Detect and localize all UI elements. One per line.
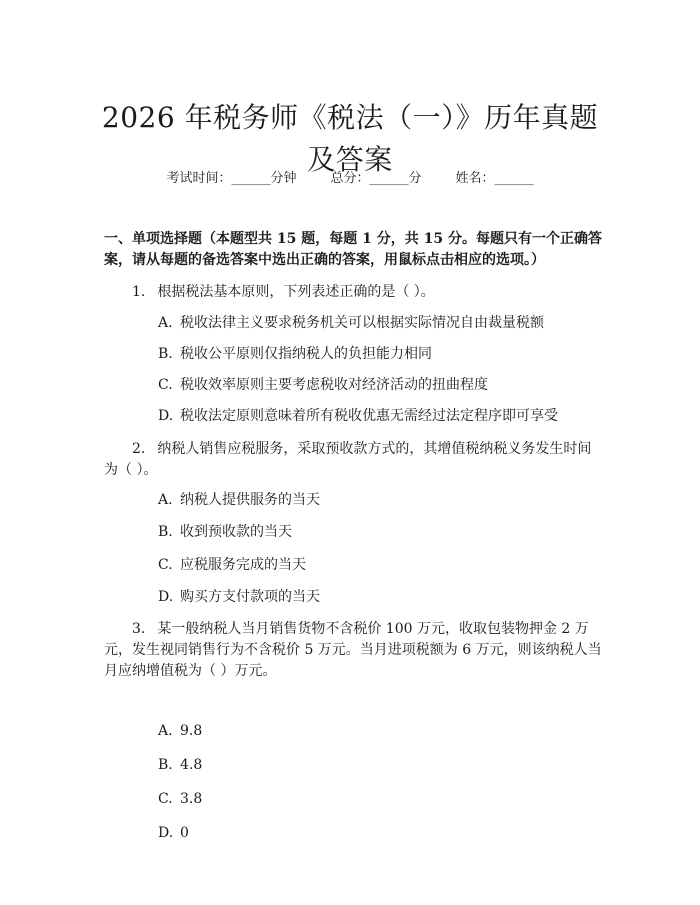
option-1b[interactable] xyxy=(158,344,598,364)
option-text: 0 xyxy=(180,825,189,841)
option-letter: D. xyxy=(158,589,174,605)
option-text: 税收效率原则主要考虑税收对经济活动的扭曲程度 xyxy=(180,377,488,393)
option-letter: A. xyxy=(158,492,173,508)
option-3b[interactable] xyxy=(158,755,598,775)
question-3 xyxy=(104,619,604,682)
option-1c[interactable] xyxy=(158,375,598,395)
question-number: 1. xyxy=(132,284,146,300)
option-2c[interactable] xyxy=(158,555,598,575)
option-2d[interactable] xyxy=(158,587,598,607)
question-stem: 根据税法基本原则，下列表述正确的是（ ）。 xyxy=(157,284,435,300)
question-stem: 纳税人销售应税服务，采取预收款方式的，其增值税纳税义务发生时间为（ ）。 xyxy=(104,441,592,478)
option-letter: D. xyxy=(158,408,174,424)
option-text: 税收公平原则仅指纳税人的负担能力相同 xyxy=(180,346,432,362)
option-text: 纳税人提供服务的当天 xyxy=(180,492,320,508)
question-1 xyxy=(104,282,604,303)
option-text: 税收法律主义要求税务机关可以根据实际情况自由裁量税额 xyxy=(180,315,544,331)
option-text: 购买方支付款项的当天 xyxy=(180,589,320,605)
option-2a[interactable] xyxy=(158,490,598,510)
section-header: 一、单项选择题（本题型共 15 题，每题 1 分，共 15 分。每题只有一个正确答案，请从每题的备选答案中选出正确的答案，用鼠标点击相应的选项。） xyxy=(104,231,602,268)
exam-name: 姓名：______ xyxy=(455,171,534,186)
document-title: 2026 年税务师《税法（一）》历年真题及答案 xyxy=(101,100,599,176)
question-stem: 某一般纳税人当月销售货物不含税价 100 万元，收取包装物押金 2 万元，发生视同销售行为不含税价 5 万元。当月进项税额为 6 万元，则该纳税人当月应纳增值税为（ ）万元。 xyxy=(104,621,602,679)
option-text: 3.8 xyxy=(180,791,203,807)
option-letter: C. xyxy=(158,557,173,573)
option-letter: B. xyxy=(158,346,173,362)
option-letter: A. xyxy=(158,315,173,331)
option-letter: C. xyxy=(158,791,173,807)
option-1d[interactable] xyxy=(158,406,598,426)
option-text: 4.8 xyxy=(180,757,203,773)
option-letter: B. xyxy=(158,524,173,540)
option-2b[interactable] xyxy=(158,522,598,542)
exam-time: 考试时间：______分钟 xyxy=(166,171,297,186)
exam-meta xyxy=(0,170,700,188)
option-text: 9.8 xyxy=(180,723,203,739)
question-2 xyxy=(104,439,604,481)
option-3a[interactable] xyxy=(158,721,598,741)
option-3d[interactable] xyxy=(158,823,598,843)
question-number: 3. xyxy=(132,621,146,637)
option-letter: C. xyxy=(158,377,173,393)
option-letter: D. xyxy=(158,825,174,841)
question-number: 2. xyxy=(132,441,146,457)
option-letter: A. xyxy=(158,723,173,739)
option-text: 税收法定原则意味着所有税收优惠无需经过法定程序即可享受 xyxy=(180,408,558,424)
exam-total-score: 总分：______分 xyxy=(330,171,422,186)
option-letter: B. xyxy=(158,757,173,773)
option-1a[interactable] xyxy=(158,313,598,333)
option-text: 应税服务完成的当天 xyxy=(180,557,306,573)
option-3c[interactable] xyxy=(158,789,598,809)
option-text: 收到预收款的当天 xyxy=(180,524,292,540)
